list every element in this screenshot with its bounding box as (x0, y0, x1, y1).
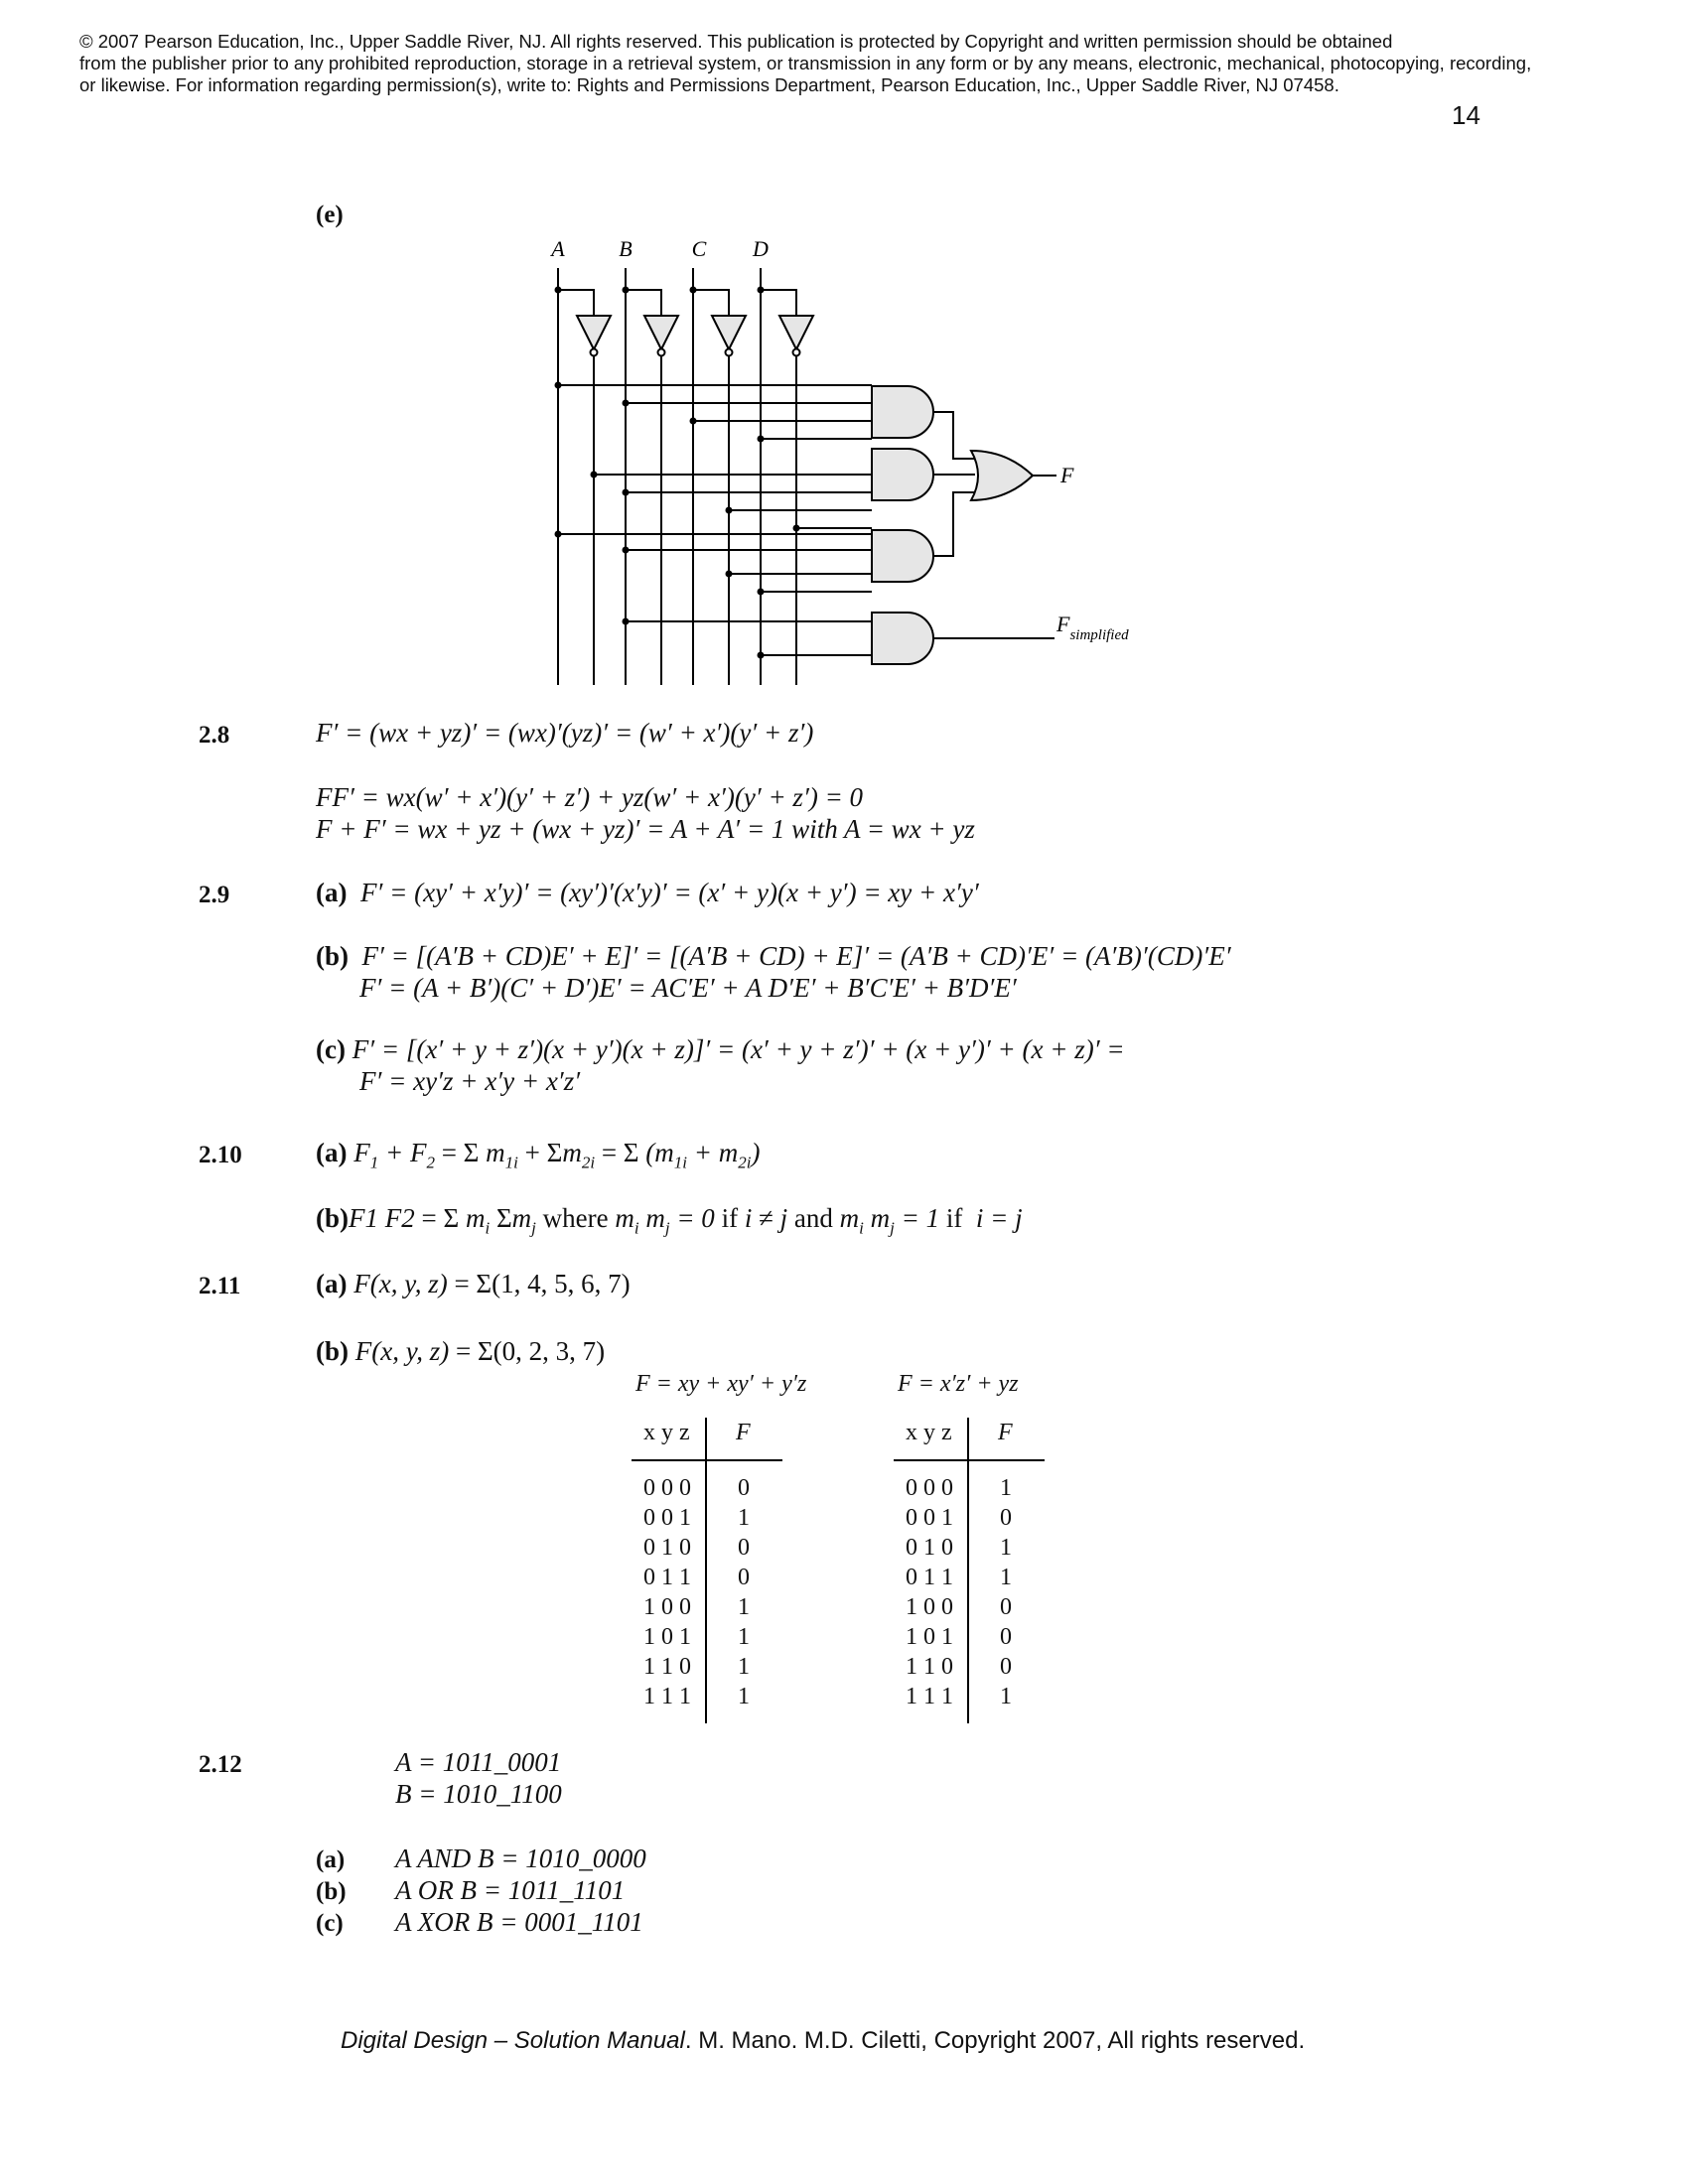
table-cell: 1 (738, 1594, 750, 1620)
and-gate-4-icon (872, 613, 933, 664)
table-cell: 1 (1000, 1535, 1012, 1561)
part-e-label: (e) (316, 202, 344, 228)
inverter-d-icon (779, 316, 813, 349)
table-row: 0 1 0 (643, 1535, 691, 1561)
table-cell: 0 (1000, 1594, 1012, 1620)
inverter-b-icon (644, 316, 678, 349)
equation-row (316, 878, 979, 908)
and-gate-1-icon (872, 386, 933, 438)
problem-number: 2.8 (199, 722, 230, 749)
input-label-c: C (691, 236, 707, 261)
table-cell: 1 (738, 1654, 750, 1680)
truth-table-1-title: F = xy + xy′ + y′z (635, 1371, 807, 1397)
equation: F′ = [(A′B + CD)E′ + E]′ = [(A′B + CD) + E]′ = (A′B + CD)′E′ = (A′B)′(CD)′E′ (361, 941, 1231, 971)
truth-table-1-header-inputs: x y z (643, 1420, 690, 1445)
equation-row (316, 941, 1231, 972)
footer-title: Digital Design – Solution Manual (341, 2027, 685, 2054)
equation: $F_1 + F_2 = \Sigma$ $m_{1i} + \Sigma m_{2i} = \Sigma$ $(m_{1i} + m_{2i})$ (353, 1138, 761, 1172)
part-label: (c) (316, 1910, 344, 1937)
function-lhs: F(x, y, z) (353, 1269, 448, 1298)
copyright-line: from the publisher prior to any prohibited reproduction, storage in a retrieval system, or transmission in any form or by any means, electronic, mechanical, photocopying, recording, (79, 53, 1532, 73)
input-label-a: A (551, 236, 565, 261)
logic-circuit-diagram (0, 0, 1688, 715)
footer-credit: . M. Mano. M.D. Ciletti, Copyright 2007, All rights reserved. (684, 2027, 1306, 2054)
footer (341, 2027, 1305, 2055)
function-rhs: = Σ(1, 4, 5, 6, 7) (447, 1269, 631, 1298)
table-cell: 0 (738, 1475, 750, 1501)
and-gate-3-icon (872, 530, 933, 582)
problem-number: 2.11 (199, 1273, 241, 1299)
equation-row (316, 1203, 1023, 1238)
truth-table-2-inputs-col (906, 1473, 953, 1711)
operation-results (395, 1843, 646, 1938)
truth-table-1-output-col (738, 1473, 750, 1711)
truth-table-2-divider (967, 1418, 969, 1723)
truth-table-1-divider (705, 1418, 707, 1723)
truth-table-2-title: F = x′z′ + yz (898, 1371, 1019, 1397)
equation-row (316, 1034, 1125, 1065)
part-label: (a) (316, 1138, 348, 1167)
table-cell: 1 (738, 1684, 750, 1709)
definition: B = 1010_1100 (395, 1779, 562, 1809)
copyright-line: or likewise. For information regarding permission(s), write to: Rights and Permissions Department, Pearson Education, Inc., Upper Saddle River, NJ 07458. (79, 74, 1339, 95)
truth-table-2-header-inputs: x y z (906, 1420, 952, 1445)
table-row: 0 1 1 (643, 1565, 691, 1590)
inverter-c-icon (712, 316, 746, 349)
truth-table-1-inputs-col (643, 1473, 691, 1711)
table-cell: 1 (738, 1505, 750, 1531)
equation: F + F′ = wx + yz + (wx + yz)′ = A + A′ = 1 with A = wx + yz (316, 814, 975, 844)
table-cell: 0 (738, 1535, 750, 1561)
equation: F1 F2 = Σ $m_i$ $\Sigma m_j$ where $m_i$ $m_j = 0$ if i ≠ j and $m_i$ $m_j = 1$ if i = j (349, 1203, 1023, 1238)
table-row: 1 1 0 (906, 1654, 953, 1680)
table-row: 1 0 0 (643, 1594, 691, 1620)
problem-number: 2.12 (199, 1751, 242, 1778)
table-row: 1 0 1 (906, 1624, 953, 1650)
part-label: (b) (316, 1336, 349, 1366)
part-label: (b) (316, 1203, 349, 1233)
equation: F′ = [(x′ + y + z′)(x + y′)(x + z)]′ = (x′ + y + z′)′ + (x + y′)′ + (x + z)′ = (352, 1034, 1125, 1064)
output-label-f-simplified: $F_{simplified}$ (1056, 612, 1129, 643)
equation: F′ = xy′z + x′y + x′z′ (359, 1066, 581, 1096)
table-cell: 1 (1000, 1475, 1012, 1501)
table-cell: 1 (738, 1624, 750, 1650)
table-cell: 0 (1000, 1654, 1012, 1680)
part-label: (b) (316, 1878, 347, 1905)
truth-table-2-rule (894, 1459, 1045, 1461)
table-row: 1 1 1 (906, 1684, 953, 1709)
table-cell: 0 (738, 1565, 750, 1590)
table-row: 0 0 1 (643, 1505, 691, 1531)
table-row: 0 1 0 (906, 1535, 953, 1561)
table-row: 0 0 0 (643, 1475, 691, 1501)
function-rhs: = Σ(0, 2, 3, 7) (449, 1336, 606, 1366)
copyright-line: © 2007 Pearson Education, Inc., Upper Saddle River, NJ. All rights reserved. This publication is protected by Copyright and written permission should be obtained (79, 31, 1393, 52)
equation: F′ = (xy′ + x′y)′ = (xy′)′(x′y)′ = (x′ + y)(x + y′) = xy + x′y′ (359, 878, 979, 907)
operation-result: A XOR B = 0001_1101 (395, 1907, 643, 1937)
truth-table-2-output-col (1000, 1473, 1012, 1711)
table-row: 1 0 1 (643, 1624, 691, 1650)
input-label-d: D (753, 236, 769, 261)
table-row: 1 1 1 (643, 1684, 691, 1709)
table-cell: 0 (1000, 1505, 1012, 1531)
table-cell: 1 (1000, 1565, 1012, 1590)
truth-table-1-rule (632, 1459, 782, 1461)
operation-result: A OR B = 1011_1101 (395, 1875, 626, 1905)
truth-table-2-header-output: F (998, 1420, 1013, 1445)
problem-number: 2.10 (199, 1142, 242, 1168)
problem-number: 2.9 (199, 882, 230, 908)
inverter-a-icon (577, 316, 611, 349)
table-cell: 0 (1000, 1624, 1012, 1650)
equation-row (316, 1336, 605, 1367)
output-label-f: F (1060, 463, 1074, 487)
table-row: 0 0 1 (906, 1505, 953, 1531)
definition: A = 1011_0001 (395, 1747, 562, 1777)
table-row: 1 0 0 (906, 1594, 953, 1620)
input-label-b: B (619, 236, 633, 261)
operation-result: A AND B = 1010_0000 (395, 1843, 646, 1873)
part-label: (c) (316, 1034, 346, 1064)
equation-row (316, 1138, 760, 1172)
equation: F′ = (A + B′)(C′ + D′)E′ = AC′E′ + A D′E′ + B′C′E′ + B′D′E′ (359, 973, 1017, 1003)
part-label: (a) (316, 1269, 348, 1298)
part-label: (a) (316, 1846, 346, 1873)
page-number: 14 (1452, 100, 1480, 130)
table-cell: 1 (1000, 1684, 1012, 1709)
part-label: (a) (316, 878, 348, 907)
equation-row (316, 1269, 631, 1299)
table-row: 1 1 0 (643, 1654, 691, 1680)
function-lhs: F(x, y, z) (354, 1336, 450, 1366)
or-gate-icon (971, 451, 1033, 500)
part-label: (b) (316, 941, 349, 971)
table-row: 0 0 0 (906, 1475, 953, 1501)
and-gate-2-icon (872, 449, 933, 500)
equation: FF′ = wx(w′ + x′)(y′ + z′) + yz(w′ + x′)(y′ + z′) = 0 (316, 782, 864, 812)
table-row: 0 1 1 (906, 1565, 953, 1590)
operation-labels (316, 1844, 347, 1940)
truth-table-1-header-output: F (736, 1420, 751, 1445)
equation: F′ = (wx + yz)′ = (wx)′(yz)′ = (w′ + x′)(y′ + z′) (316, 718, 814, 748)
